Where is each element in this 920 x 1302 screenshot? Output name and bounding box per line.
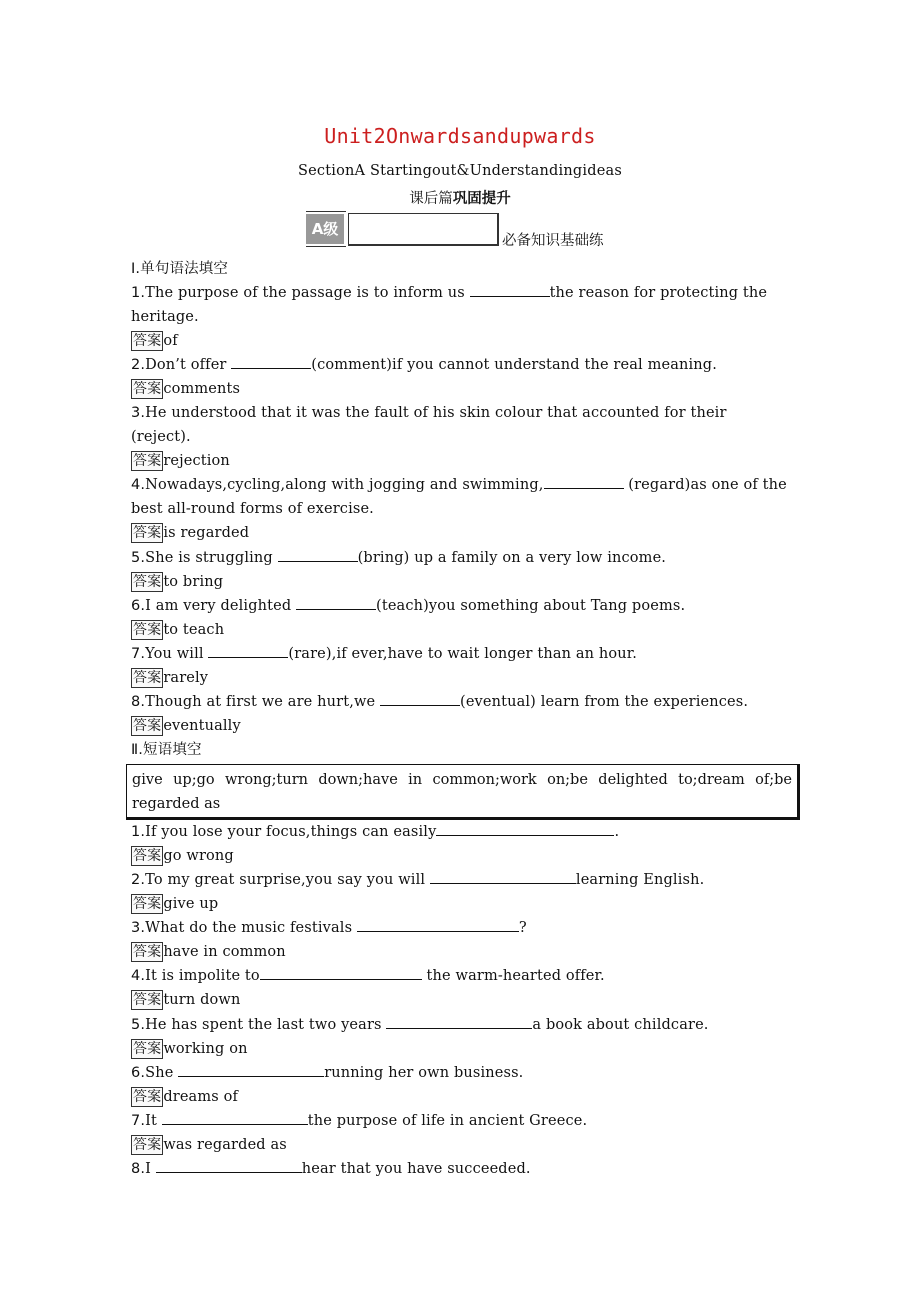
answer-text: have in common: [163, 944, 286, 960]
question-text: He has spent the last two years: [145, 1017, 387, 1033]
answer-tag: 答案: [133, 944, 162, 960]
question-text: hear that you have succeeded.: [301, 1161, 531, 1177]
question-number: 5.: [131, 1017, 146, 1033]
answer-blank[interactable]: [278, 546, 358, 562]
level-label: 必备知识基础练: [502, 233, 604, 249]
answer-blank[interactable]: [296, 594, 376, 610]
answer-tag: 答案: [133, 992, 162, 1008]
question-text: It: [145, 1113, 162, 1129]
question-text: I am very delighted: [145, 598, 297, 614]
answer-blank[interactable]: [208, 642, 288, 658]
question-text: Don’t offer: [145, 357, 232, 373]
level-rule-top: [306, 211, 346, 212]
phrase-bank-line: give up;go wrong;turn down;have in common;work on;be delighted to;dream of;be: [132, 772, 792, 788]
answer-tag: 答案: [133, 453, 162, 469]
question-line: [131, 690, 791, 714]
question-text: the reason for protecting the: [549, 285, 768, 301]
question-text: She is struggling: [145, 550, 278, 566]
answer-tag: 答案: [133, 896, 162, 912]
question-text: (regard)as one of the: [623, 477, 787, 493]
answer-text: rejection: [163, 453, 230, 469]
question-line: [131, 473, 791, 497]
question-text: Though at first we are hurt,we: [145, 694, 381, 710]
question-text: If you lose your focus,things can easily: [145, 824, 437, 840]
answer-line: [131, 666, 791, 690]
level-rule-bottom: [306, 246, 346, 247]
question-text: To my great surprise,you say you will: [145, 872, 430, 888]
question-line: [131, 1109, 791, 1133]
answer-text: of: [163, 333, 178, 349]
answer-blank[interactable]: [544, 473, 624, 489]
answer-text: eventually: [163, 718, 241, 734]
question-number: 1.: [131, 824, 146, 840]
level-header: [306, 211, 626, 247]
answer-line: [131, 618, 791, 642]
answer-blank[interactable]: [260, 964, 422, 980]
answer-line: [131, 714, 791, 738]
answer-text: rarely: [163, 670, 209, 686]
answer-blank[interactable]: [430, 868, 576, 884]
answer-blank[interactable]: [380, 690, 460, 706]
answer-line: [131, 988, 791, 1012]
answer-line: [131, 844, 791, 868]
answer-tag: 答案: [133, 525, 162, 541]
answer-tag: 答案: [133, 1137, 162, 1153]
question-line: [131, 964, 791, 988]
question-text: the purpose of life in ancient Greece.: [307, 1113, 588, 1129]
question-line: [131, 820, 791, 844]
question-number: 7.: [131, 1113, 146, 1129]
question-text: She: [145, 1065, 179, 1081]
answer-blank[interactable]: [231, 353, 311, 369]
answer-line: [131, 1037, 791, 1061]
answer-tag: 答案: [133, 1089, 162, 1105]
question-number: 5.: [131, 550, 146, 566]
question-number: 6.: [131, 1065, 146, 1081]
answer-line: [131, 521, 791, 545]
question-number: 1.: [131, 285, 146, 301]
question-number: 4.: [131, 968, 146, 984]
answer-tag: 答案: [133, 333, 162, 349]
answer-text: turn down: [163, 992, 241, 1008]
answer-line: [131, 1085, 791, 1109]
part1-heading: Ⅰ.单句语法填空: [131, 261, 229, 277]
answer-blank[interactable]: [436, 820, 614, 836]
answer-line: [131, 570, 791, 594]
question-text: He understood that it was the fault of his skin colour that accounted for their: [145, 405, 727, 421]
question-text: learning English.: [575, 872, 705, 888]
answer-text: is regarded: [163, 525, 250, 541]
answer-text: to teach: [163, 622, 225, 638]
question-text: ?: [518, 920, 527, 936]
question-text: the warm-hearted offer.: [421, 968, 605, 984]
answer-line: [131, 329, 791, 353]
question-line: [131, 1013, 791, 1037]
level-empty-box: [348, 213, 499, 246]
question-text: (bring) up a family on a very low income.: [357, 550, 667, 566]
question-number: 8.: [131, 694, 146, 710]
answer-blank[interactable]: [156, 1157, 302, 1173]
practice-subtitle-bold: 巩固提升: [452, 191, 511, 207]
answer-text: was regarded as: [163, 1137, 287, 1153]
question-line: (reject).: [131, 429, 191, 445]
answer-line: [131, 892, 791, 916]
question-text: The purpose of the passage is to inform us: [145, 285, 470, 301]
answer-line: [131, 940, 791, 964]
section-subtitle: SectionA Startingout&Understandingideas: [297, 163, 622, 179]
question-line: [131, 916, 791, 940]
question-text: I: [145, 1161, 156, 1177]
phrase-bank-line: regarded as: [132, 796, 221, 812]
answer-blank[interactable]: [178, 1061, 324, 1077]
answer-tag: 答案: [133, 574, 162, 590]
practice-subtitle: [0, 187, 920, 208]
question-text: (comment)if you cannot understand the real meaning.: [311, 357, 717, 373]
phrase-bank-box: [126, 764, 800, 820]
question-number: 2.: [131, 357, 146, 373]
question-text: (teach)you something about Tang poems.: [376, 598, 686, 614]
question-number: 3.: [131, 405, 146, 421]
question-line: [131, 642, 791, 666]
question-line: heritage.: [131, 309, 199, 325]
question-number: 7.: [131, 646, 146, 662]
answer-tag: 答案: [133, 670, 162, 686]
question-text: You will: [145, 646, 209, 662]
question-line: [131, 281, 791, 305]
answer-blank[interactable]: [470, 281, 550, 297]
level-badge: A级: [306, 214, 344, 244]
answer-tag: 答案: [133, 1041, 162, 1057]
answer-tag: 答案: [133, 622, 162, 638]
answer-line: [131, 1133, 791, 1157]
answer-text: give up: [163, 896, 219, 912]
question-text: .: [614, 824, 620, 840]
question-line: [131, 546, 791, 570]
question-text: a book about childcare.: [532, 1017, 709, 1033]
question-line: best all-round forms of exercise.: [131, 501, 374, 517]
practice-subtitle-prefix: 课后篇: [409, 191, 453, 207]
answer-tag: 答案: [133, 718, 162, 734]
question-line: [131, 868, 791, 892]
answer-tag: 答案: [133, 381, 162, 397]
answer-text: comments: [163, 381, 241, 397]
question-line: [131, 1061, 791, 1085]
answer-blank[interactable]: [386, 1013, 532, 1029]
question-text: What do the music festivals: [145, 920, 357, 936]
answer-text: dreams of: [163, 1089, 238, 1105]
question-text: (eventual) learn from the experiences.: [460, 694, 749, 710]
answer-text: working on: [163, 1041, 248, 1057]
question-line: [131, 353, 791, 377]
question-number: 4.: [131, 477, 146, 493]
answer-blank[interactable]: [162, 1109, 308, 1125]
question-text: (rare),if ever,have to wait longer than an hour.: [288, 646, 638, 662]
question-text: It is impolite to: [145, 968, 260, 984]
answer-line: [131, 377, 791, 401]
question-text: running her own business.: [324, 1065, 524, 1081]
question-line: [131, 594, 791, 618]
question-text: Nowadays,cycling,along with jogging and swimming,: [145, 477, 544, 493]
question-number: 3.: [131, 920, 146, 936]
question-number: 6.: [131, 598, 146, 614]
question-number: 8.: [131, 1161, 146, 1177]
answer-blank[interactable]: [357, 916, 519, 932]
question-line: [131, 401, 791, 425]
question-number: 2.: [131, 872, 146, 888]
answer-text: to bring: [163, 574, 224, 590]
part2-heading: Ⅱ.短语填空: [131, 742, 202, 758]
question-line: [131, 1157, 791, 1181]
answer-tag: 答案: [133, 848, 162, 864]
answer-text: go wrong: [163, 848, 234, 864]
page-title: Unit2Onwardsandupwards: [324, 124, 596, 148]
answer-line: [131, 449, 791, 473]
